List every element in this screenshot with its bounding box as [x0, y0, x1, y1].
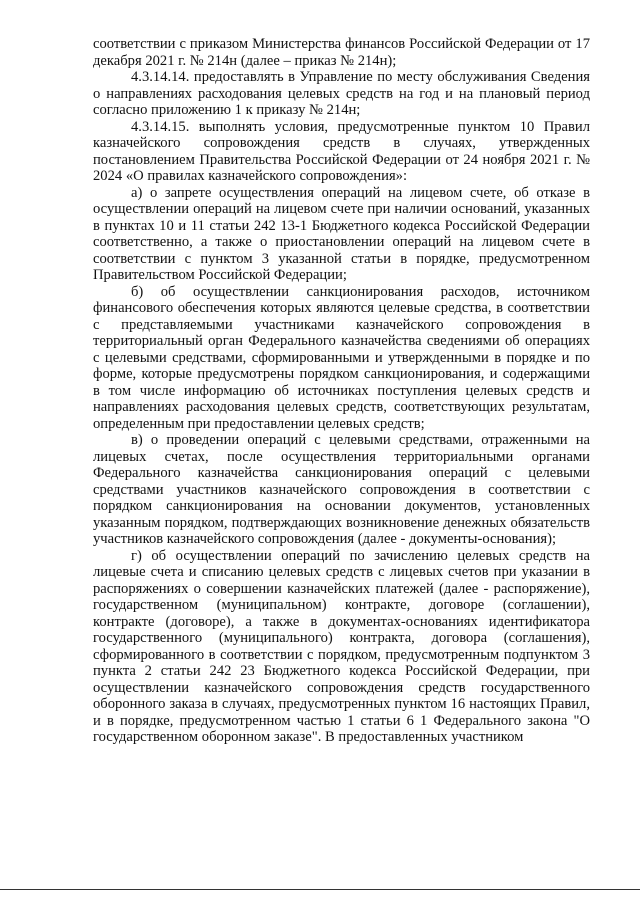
paragraph-item-b: б) об осуществлении санкционирования расходов, источником финансового обеспечения которых являются целевые средства, в соответствии с представляемыми участниками казначейского сопровождения в территориальный орган Федерального казначейства сведениями об операциях с целевыми средствами, сформированными и утвержденными в порядке и по форме, которые предусмотрены порядком санкционирования, и содержащими в том числе информацию об источниках поступления целевых средств и направлениях расходования целевых средств, соответствующих результатам, определенным при предоставлении целевых средств; [93, 283, 590, 432]
bottom-divider [0, 889, 640, 890]
paragraph-item-g: г) об осуществлении операций по зачислению целевых средств на лицевые счета и списанию целевых средств с лицевых счетов при указании в распоряжениях о совершении казначейских платежей (далее - распоряжение), государственном (муниципальном) контракте, договоре (соглашении), контракте (договоре), а также в документах-основаниях идентификатора государственного (муниципального) контракта, договора (соглашения), сформированного в соответствии с порядком, предусмотренным подпунктом 3 пункта 2 статьи 242 23 Бюджетного кодекса Российской Федерации, при осуществлении казначейского сопровождения средств государственного оборонного заказа в случаях, предусмотренных пунктом 16 настоящих Правил, и в порядке, предусмотренном частью 1 статьи 6 1 Федерального закона "О государственном оборонном заказе". В предоставленных участником [93, 547, 590, 745]
paragraph-item-a: а) о запрете осуществления операций на лицевом счете, об отказе в осуществлении операций на лицевом счете при наличии оснований, указанных в пунктах 10 и 11 статьи 242 13-1 Бюджетного кодекса Российской Федерации соответственно, а также о приостановлении операций на лицевом счете в соответствии с пунктом 3 указанной статьи в порядке, предусмотренном Правительством Российской Федерации; [93, 184, 590, 283]
document-body [93, 36, 590, 746]
paragraph-continuation: соответствии с приказом Министерства финансов Российской Федерации от 17 декабря 2021 г. № 214н (далее – приказ № 214н); [93, 36, 590, 69]
paragraph-4-3-14-15: 4.3.14.15. выполнять условия, предусмотренные пунктом 10 Правил казначейского сопровождения средств в случаях, утвержденных постановлением Правительства Российской Федерации от 24 ноября 2021 г. № 2024 «О правилах казначейского сопровождения»: [93, 118, 590, 184]
paragraph-4-3-14-14: 4.3.14.14. предоставлять в Управление по месту обслуживания Сведения о направлениях расходования целевых средств на год и на плановый период согласно приложению 1 к приказу № 214н; [93, 69, 590, 118]
paragraph-item-v: в) о проведении операций с целевыми средствами, отраженными на лицевых счетах, после осуществления территориальными органами Федерального казначейства санкционирования операций с целевыми средствами участников казначейского сопровождения в соответствии с порядком санкционирования на основании документов, установленных указанным порядком, подтверждающих возникновение денежных обязательств участников казначейского сопровождения (далее - документы-основания); [93, 432, 590, 547]
